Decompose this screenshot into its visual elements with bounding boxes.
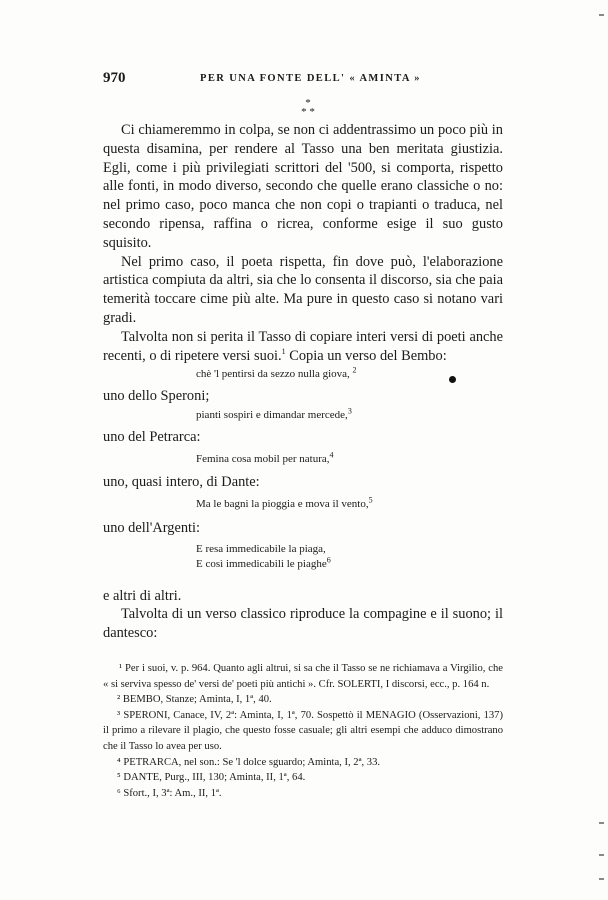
paragraph-4: Talvolta di un verso classico riproduce la compagine e il suono; il dantesco: — [103, 606, 503, 642]
footnote-1: ¹ Per i suoi, v. p. 964. Quanto agli altrui, si sa che il Tasso se ne richiamava a Virgilio, che « si serviva spesso de' versi de' poeti più antichi ». Cfr. SOLERTI, I discorsi, ecc., p. 164 n. — [103, 663, 503, 690]
footnote-ref-5: 5 — [368, 495, 373, 505]
paragraph-1: Ci chiameremmo in colpa, se non ci addentrassimo un poco più in questa disamina, per rendere al Tasso una ben meritata giustizia. Egli, come i più privilegiati scrittori del '500, si comporta, rispetto alle fonti, in modo diverso, secondo che quelle erano classiche o no: nel primo caso, poco manca che non copi o trapianti o traduca, nel secondo ripensa, raffina o ricrea, conforme esige il suo gusto squisito. — [103, 122, 503, 251]
ink-dot-mark — [449, 376, 456, 383]
footnote-ref-2: 2 — [352, 365, 357, 375]
verse-dante — [103, 497, 503, 512]
footnote-4: ⁴ PETRARCA, nel son.: Se 'l dolce sguardo; Aminta, I, 2ª, 33. — [117, 756, 381, 768]
edge-mark — [599, 822, 604, 824]
footnote-ref-4: 4 — [329, 450, 334, 460]
verse-dante-text: Ma le bagni la pioggia e mova il vento, — [196, 497, 369, 510]
verse-petrarca-text: Femina cosa mobil per natura, — [196, 452, 330, 465]
page-number: 970 — [103, 70, 126, 86]
separator-star-top: * — [305, 97, 311, 109]
verse-argenti — [103, 542, 503, 572]
paragraph-3-tail: Copia un verso del Bembo: — [285, 347, 447, 364]
line-petrarca: uno del Petrarca: — [103, 429, 201, 446]
verse-bembo-text: chè 'l pentirsi da sezzo nulla giova, — [196, 368, 350, 381]
line-dante: uno, quasi intero, di Dante: — [103, 473, 260, 490]
paragraph-2: Nel primo caso, il poeta rispetta, fin dove può, l'elaborazione artistica compiuta da altri, sia che lo consenta il discorso, sia che paia temerità toccare cime più alte. Ma pure in questo caso si notano vari gradi. — [103, 253, 503, 326]
footnote-5: ⁵ DANTE, Purg., III, 130; Aminta, II, 1ª, 64. — [117, 772, 306, 784]
verse-speroni — [103, 408, 503, 423]
line-speroni: uno dello Speroni; — [103, 388, 210, 405]
footnote-ref-1: 1 — [281, 346, 286, 356]
line-altri: e altri di altri. — [103, 587, 182, 604]
verse-argenti-line-2 — [196, 554, 503, 572]
footnote-3: ³ SPERONI, Canace, IV, 2ª: Aminta, I, 1ª, 70. Sospettò il MENAGIO (Osservazioni, 137) il primo a rilevare il plagio, che questo fosse casuale; gli altri esempi che adduco dimostrano che il Tasso lo avea per uso. — [103, 709, 503, 752]
section-separator — [296, 99, 320, 117]
footnote-2: ² BEMBO, Stanze; Aminta, I, 1ª, 40. — [117, 694, 272, 706]
footnote-ref-6: 6 — [326, 554, 331, 564]
edge-mark — [599, 878, 604, 880]
footnote-6: ⁶ Sfort., I, 3ª: Am., II, 1ª. — [117, 787, 222, 799]
line-argenti: uno dell'Argenti: — [103, 519, 201, 536]
page-header — [103, 70, 503, 90]
paragraph-3 — [103, 328, 503, 366]
paragraph-3-text: Talvolta non si perita il Tasso di copiare interi versi di poeti anche recenti, o di ripetere versi suoi. — [103, 328, 503, 364]
body-text — [103, 121, 503, 643]
edge-mark — [599, 854, 604, 856]
footnotes — [103, 661, 503, 801]
verse-speroni-text: pianti sospiri e dimandar mercede, — [196, 409, 348, 422]
edge-mark — [599, 14, 604, 16]
verse-bembo — [103, 367, 503, 382]
separator-star-bottom: * * — [301, 106, 315, 118]
verse-petrarca — [103, 452, 503, 467]
running-head: PER UNA FONTE DELL' « AMINTA » — [200, 73, 421, 84]
verse-argenti-line-1: E resa immedicabile la piaga, — [196, 542, 326, 555]
verse-argenti-line-2-text: E così immedicabili le piaghe — [196, 557, 327, 570]
footnote-ref-3: 3 — [347, 406, 352, 416]
